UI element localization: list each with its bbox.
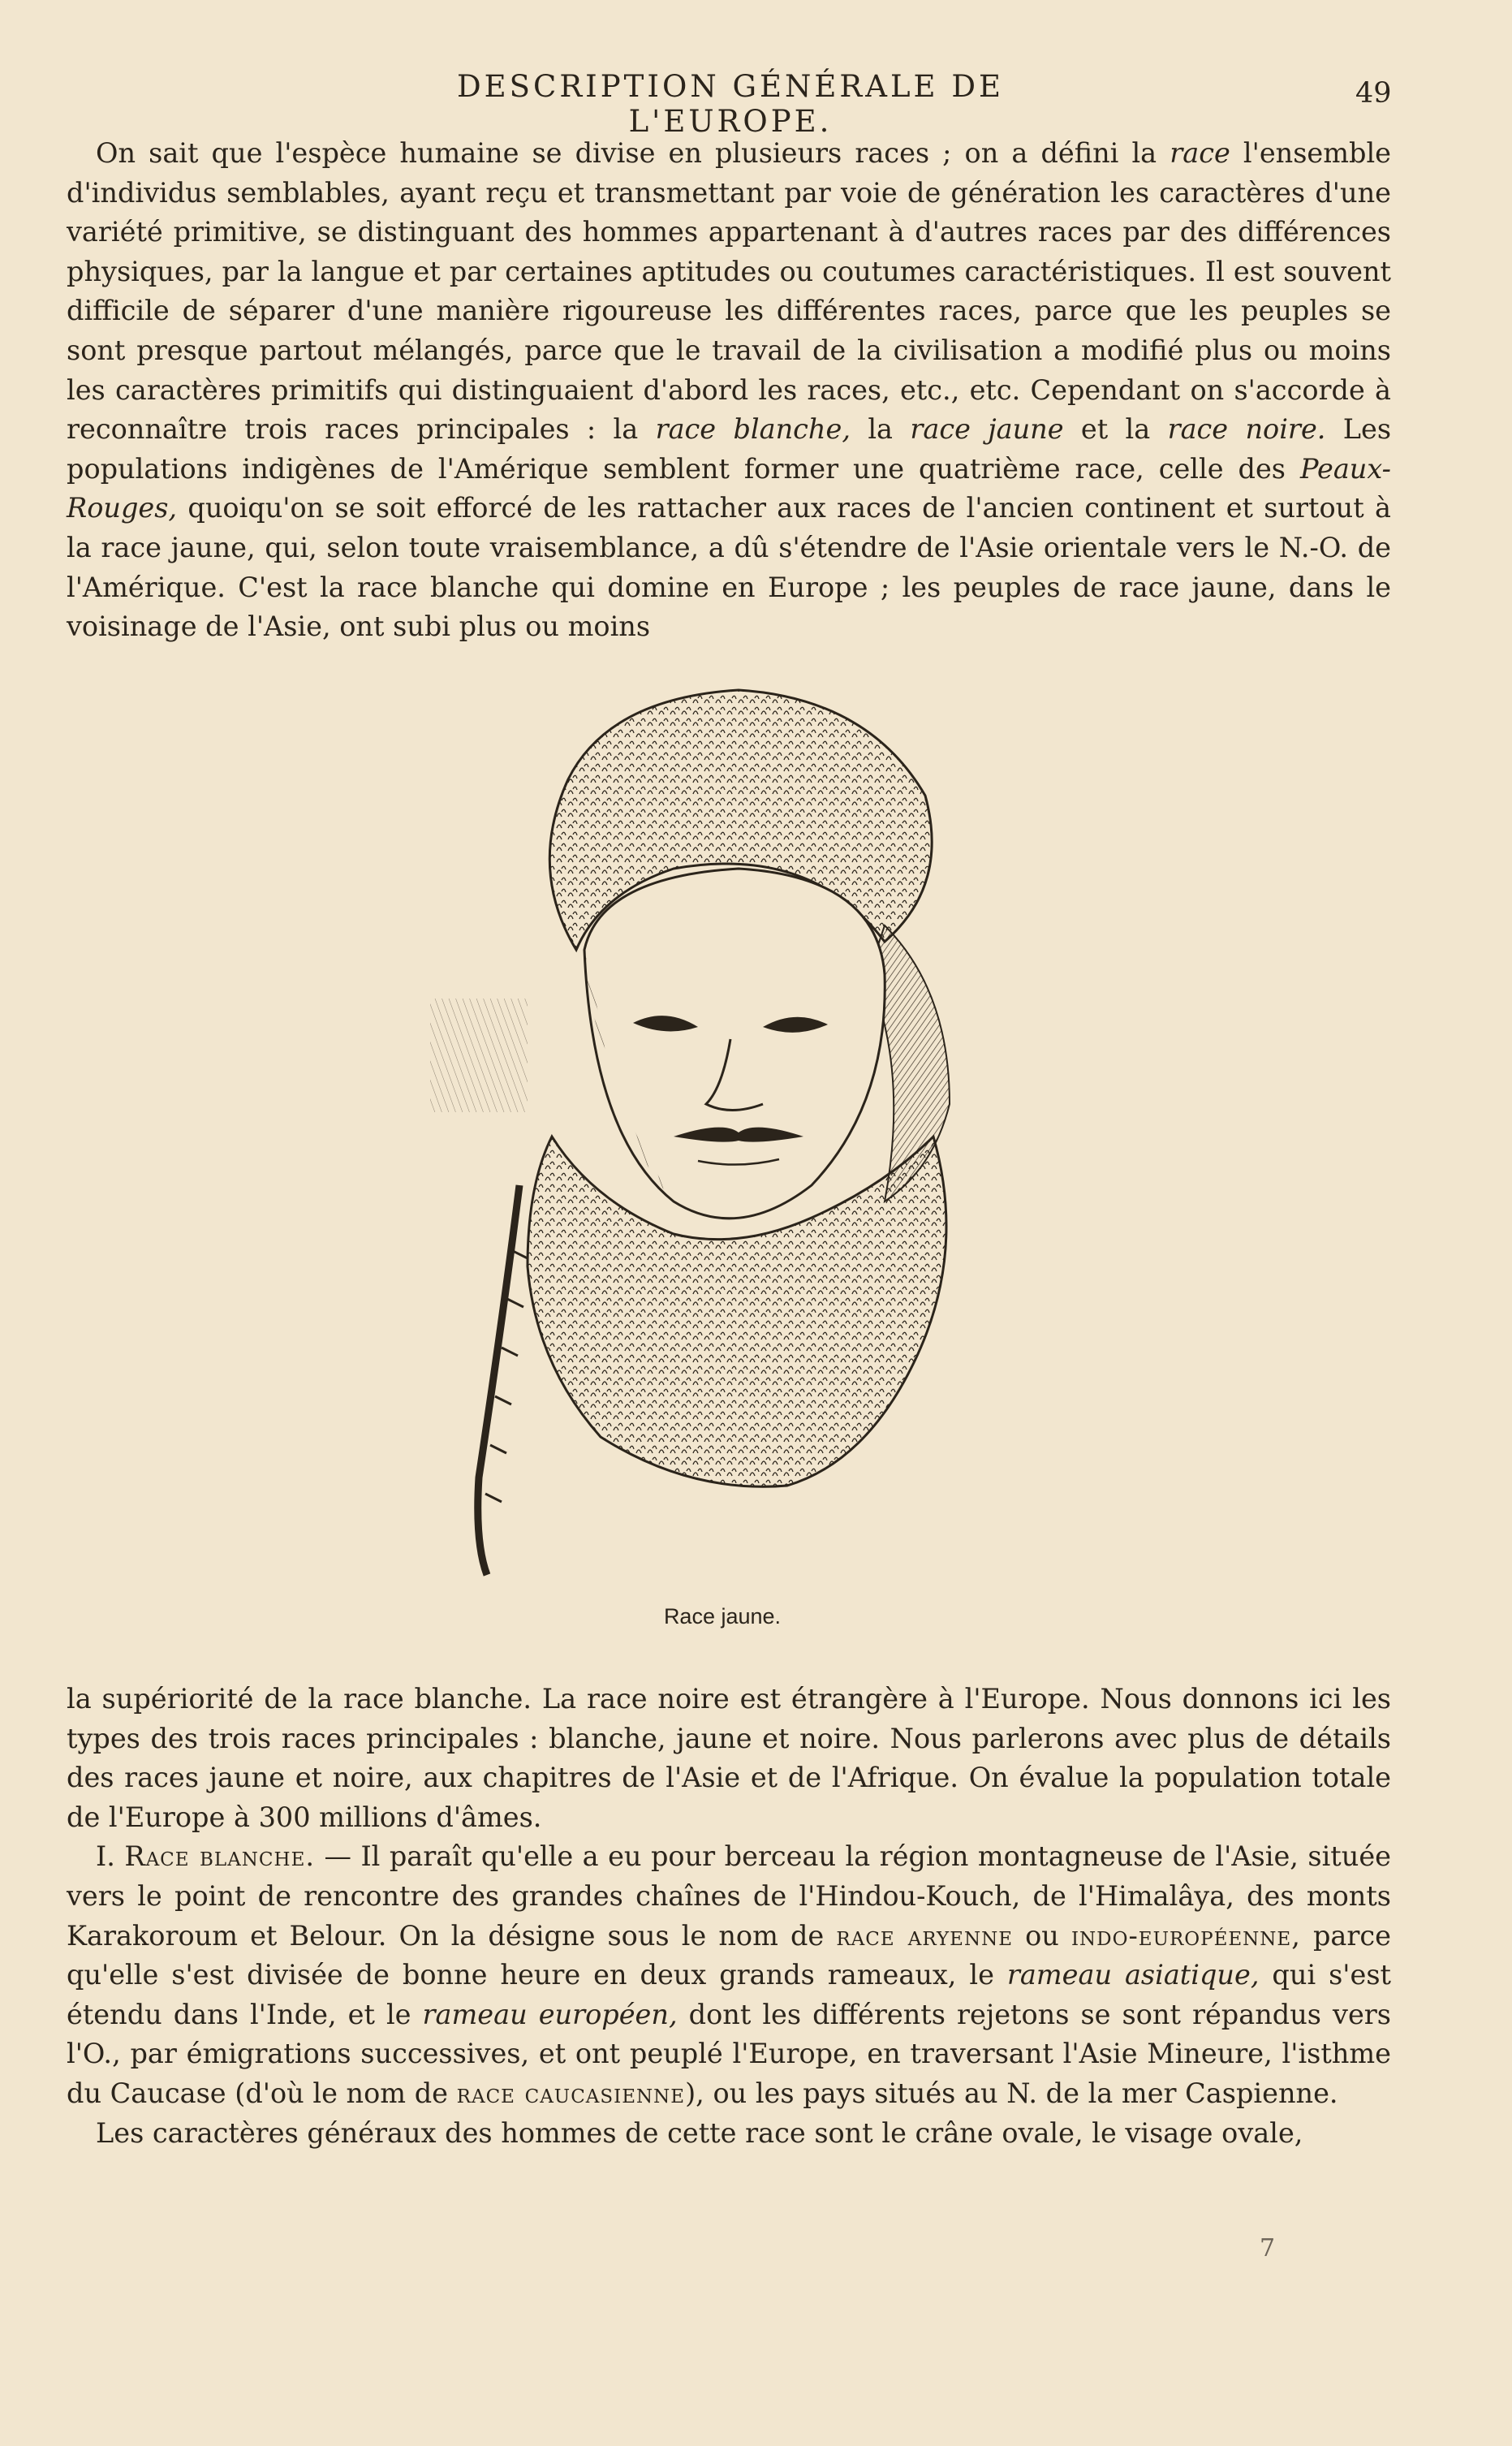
text-run: quoiqu'on se soit efforcé de les rattacher aux races de l'ancien continent et surtout à la race jaune, qui, selon toute vraisemblance, a dû s'étendre de l'Asie orientale vers le N.-O. de l'Amérique. C'est la race blanche qui domine en Europe ; les peuples de race jaune, dans le voisinage de l'Asie, ont subi plus ou moins	[67, 492, 1391, 643]
italic-term: race blanche,	[655, 413, 851, 446]
text-run: I.	[96, 1840, 125, 1873]
signature-mark: 7	[1260, 2234, 1276, 2263]
text-run: qui s'est étendu dans l'Inde, et le	[67, 1959, 1391, 2030]
italic-term: rameau asiatique,	[1006, 1959, 1260, 1991]
text-run: la	[850, 413, 911, 446]
section-heading: Race blanche.	[124, 1840, 316, 1873]
text-run: On sait que l'espèce humaine se divise en plusieurs races ; on a défini la	[96, 137, 1170, 169]
text-run: ou	[1013, 1919, 1071, 1952]
page-number: 49	[1355, 77, 1392, 110]
text-run: — Il paraît qu'elle a eu pour berceau la région montagneuse de l'Asie, située vers le point de rencontre des grandes chaînes de l'Hindou-Kouch, de l'Himalâya, des monts Karakoroum et Belour. On la désigne sous le nom de	[67, 1840, 1391, 1952]
face	[584, 869, 885, 1219]
paragraph: la supériorité de la race blanche. La race noire est étrangère à l'Europe. Nous donnons ici les types des trois races principales : blanche, jaune et noire. Nous parlerons avec plus de détails des races jaune et noire, aux chapitres de l'Asie et de l'Afrique. On évalue la population totale de l'Europe à 300 millions d'âmes.	[67, 1683, 1391, 1833]
text-run: Les populations indigènes de l'Amérique semblent former une quatrième race, celle des	[67, 413, 1392, 485]
text-run: l'ensemble d'individus semblables, ayant reçu et transmettant par voie de génération les caractères d'une variété primitive, se distinguant des hommes appartenant à d'autres races par des différences physiques, par la langue et par certaines aptitudes ou coutumes caractéristiques. Il est souvent difficile de séparer d'une manière rigoureuse les différentes races, parce que les peuples se sont presque partout mélangés, parce que le travail de la civilisation a modifié plus ou moins les caractères primitifs qui distinguaient d'abord les races, etc., etc. Cependant on s'accorde à reconnaître trois races principales : la	[67, 137, 1391, 446]
small-caps-term: race caucasienne	[456, 2077, 686, 2109]
engraving-portrait-illustration	[430, 682, 1047, 1591]
text-run: ), ou les pays situés au N. de la mer Caspienne.	[685, 2077, 1338, 2109]
paragraph	[67, 134, 1391, 647]
italic-term: rameau européen,	[422, 1998, 678, 2030]
text-run: parce qu'elle s'est divisée de bonne heure en deux grands rameaux, le	[67, 1919, 1391, 1991]
body-text-top	[67, 134, 1391, 647]
braid	[478, 1185, 519, 1575]
italic-term: Peaux-Rouges,	[67, 452, 1391, 524]
italic-term: race noire.	[1167, 413, 1326, 446]
small-caps-term: race aryenne	[836, 1919, 1013, 1952]
figure-caption: Race jaune.	[663, 1604, 782, 1629]
body-text-bottom	[67, 1680, 1391, 2153]
italic-term: race	[1170, 137, 1230, 169]
paragraph	[67, 1837, 1391, 2113]
text-run: et la	[1063, 413, 1168, 446]
running-head: DESCRIPTION GÉNÉRALE DE L'EUROPE.	[456, 69, 1004, 139]
text-run: dont les différents rejetons se sont répandus vers l'O., par émigrations successives, et ont peuplé l'Europe, en traversant l'Asie Mineure, l'isthme du Caucase (d'où le nom de	[67, 1998, 1391, 2109]
small-caps-term: indo-européenne,	[1070, 1919, 1301, 1952]
horizontal-hatch-background	[430, 999, 528, 1112]
paragraph: Les caractères généraux des hommes de cette race sont le crâne ovale, le visage ovale,	[96, 2116, 1303, 2149]
italic-term: race jaune	[910, 413, 1064, 446]
